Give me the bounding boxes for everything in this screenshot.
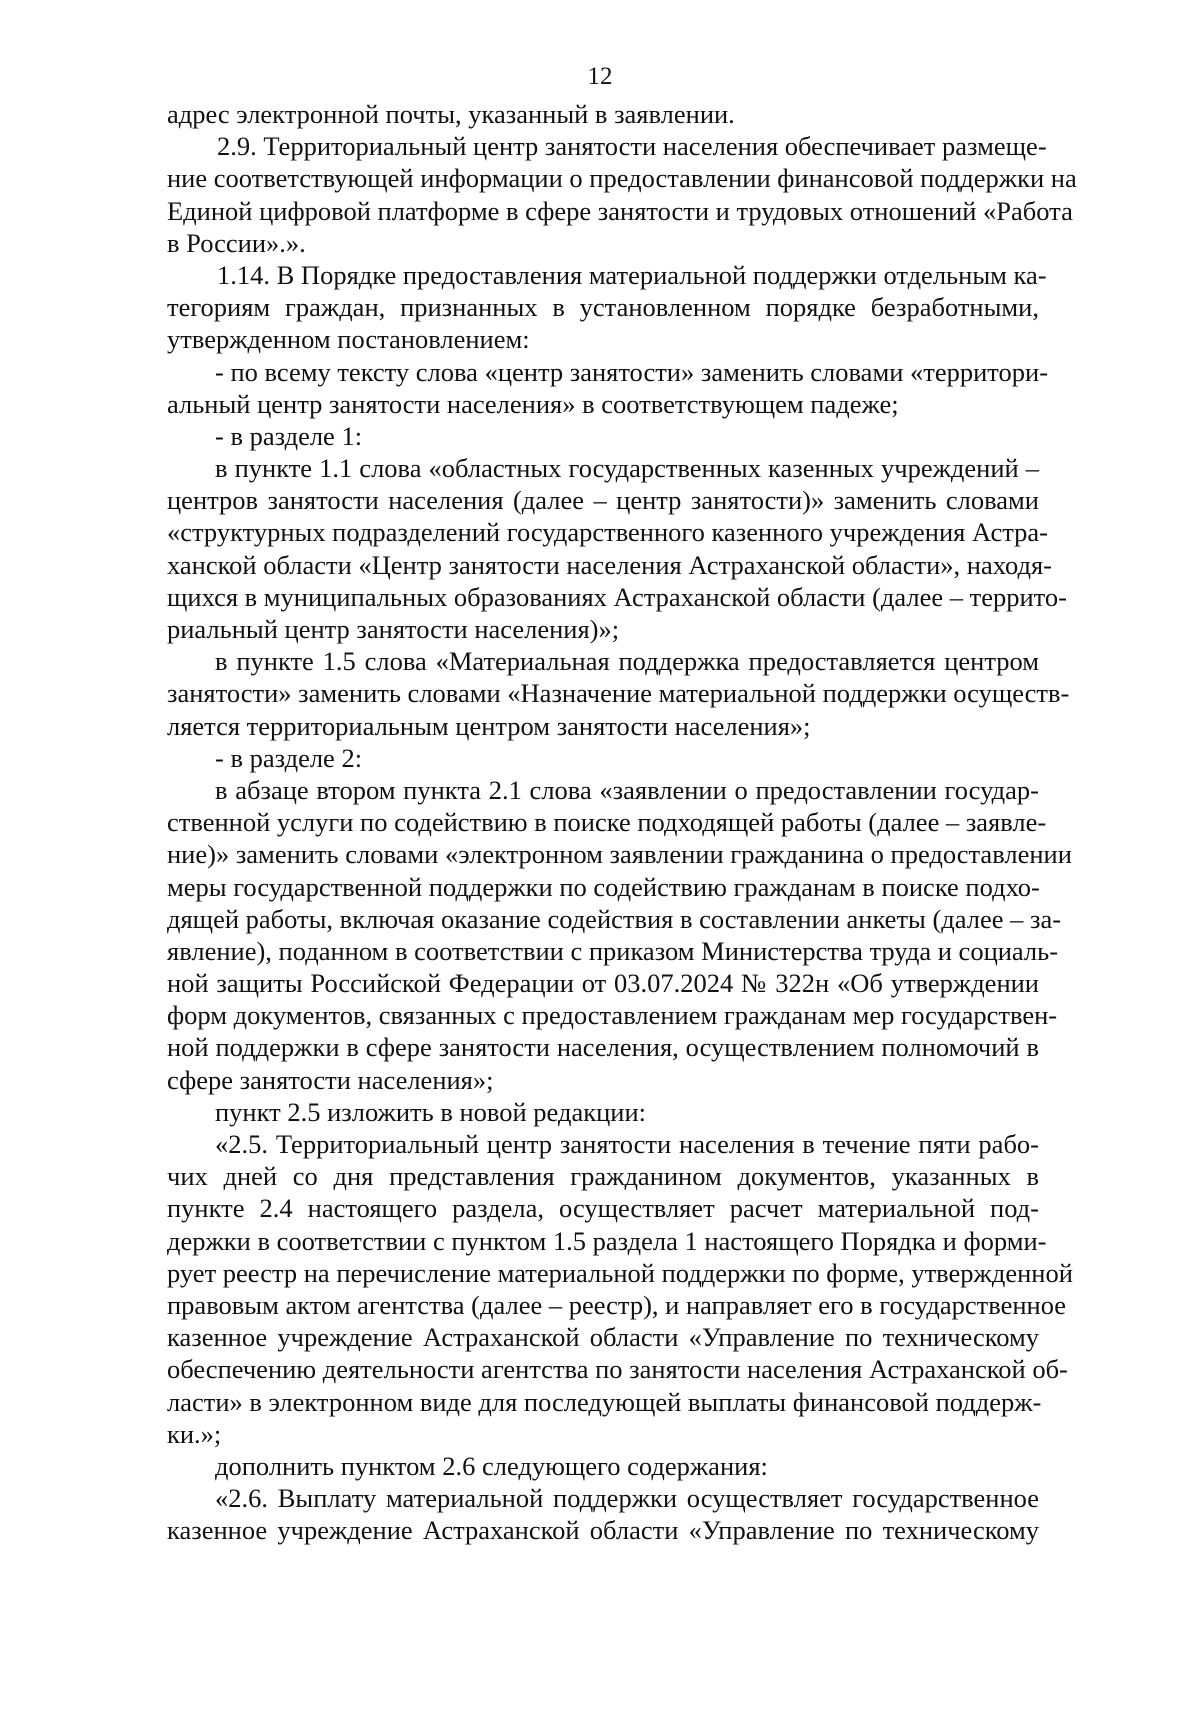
text-line: дополнить пунктом 2.6 следующего содержания: bbox=[215, 1450, 768, 1481]
text-line: казенное учреждение Астраханской области «Управление по техническому bbox=[167, 1515, 1039, 1546]
text-line: ние соответствующей информации о предоставлении финансовой поддержки на bbox=[167, 163, 1077, 194]
text-line: ной поддержки в сфере занятости населения, осуществлением полномочий в bbox=[167, 1032, 1039, 1063]
text-line: сфере занятости населения»; bbox=[167, 1064, 494, 1095]
text-line: ной защиты Российской Федерации от 03.07.2024 № 322н «Об утверждении bbox=[167, 968, 1039, 999]
text-line: пункт 2.5 изложить в новой редакции: bbox=[215, 1096, 646, 1127]
text-line: ханской области «Центр занятости населения Астраханской области», находя- bbox=[167, 549, 1052, 580]
text-line: дящей работы, включая оказание содействия в составлении анкеты (далее – за- bbox=[167, 903, 1062, 934]
text-line: в абзаце втором пункта 2.1 слова «заявлении о предоставлении государ- bbox=[215, 774, 1039, 805]
text-line: держки в соответствии с пунктом 1.5 раздела 1 настоящего Порядка и форми- bbox=[167, 1225, 1047, 1256]
text-line: центров занятости населения (далее – центр занятости)» заменить словами bbox=[167, 485, 1039, 516]
text-line: рует реестр на перечисление материальной поддержки по форме, утвержденной bbox=[167, 1257, 1073, 1288]
text-line: адрес электронной почты, указанный в заявлении. bbox=[167, 99, 735, 129]
page-number: 12 bbox=[587, 63, 613, 90]
text-line: правовым актом агентства (далее – реестр), и направляет его в государственное bbox=[167, 1289, 1067, 1320]
text-line: тегориям граждан, признанных в установленном порядке безработными, bbox=[167, 292, 1039, 323]
text-line: ляется территориальным центром занятости населения»; bbox=[167, 710, 811, 741]
text-line: ние)» заменить словами «электронном заявлении гражданина о предоставлении bbox=[167, 839, 1072, 870]
text-line: щихся в муниципальных образованиях Астраханской области (далее – террито- bbox=[167, 581, 1067, 612]
text-line: Единой цифровой платформе в сфере занятости и трудовых отношений «Работа bbox=[167, 195, 1073, 226]
text-line: занятости» заменить словами «Назначение материальной поддержки осуществ- bbox=[167, 678, 1070, 709]
text-line: пункте 2.4 настоящего раздела, осуществляет расчет материальной под- bbox=[167, 1193, 1039, 1224]
text-line: в пункте 1.5 слова «Материальная поддержка предоставляется центром bbox=[215, 646, 1039, 677]
text-line: «структурных подразделений государственного казенного учреждения Астра- bbox=[167, 517, 1048, 548]
text-line: казенное учреждение Астраханской области «Управление по техническому bbox=[167, 1322, 1039, 1353]
text-line: ласти» в электронном виде для последующей выплаты финансовой поддерж- bbox=[167, 1386, 1042, 1417]
text-line: ственной услуги по содействию в поиске подходящей работы (далее – заявле- bbox=[167, 807, 1047, 838]
text-line: в России».». bbox=[167, 227, 306, 258]
text-line: альный центр занятости населения» в соответствующем падеже; bbox=[167, 388, 899, 419]
text-line: 1.14. В Порядке предоставления материальной поддержки отдельным ка- bbox=[217, 259, 1047, 290]
text-line: чих дней со дня представления гражданином документов, указанных в bbox=[167, 1161, 1039, 1192]
text-line: - в разделе 1: bbox=[215, 420, 363, 451]
text-line: явление), поданном в соответствии с приказом Министерства труда и социаль- bbox=[167, 935, 1059, 966]
text-line: ки.»; bbox=[167, 1418, 222, 1449]
text-line: - по всему тексту слова «центр занятости» заменить словами «территори- bbox=[215, 356, 1049, 387]
text-line: форм документов, связанных с предоставлением гражданам мер государствен- bbox=[167, 1000, 1058, 1031]
text-line: «2.6. Выплату материальной поддержки осуществляет государственное bbox=[215, 1483, 1039, 1514]
text-line: обеспечению деятельности агентства по занятости населения Астраханской об- bbox=[167, 1354, 1068, 1385]
text-line: меры государственной поддержки по содействию гражданам в поиске подхо- bbox=[167, 871, 1040, 902]
text-line: - в разделе 2: bbox=[215, 742, 363, 773]
text-line: 2.9. Территориальный центр занятости населения обеспечивает размеще- bbox=[217, 131, 1047, 162]
text-line: «2.5. Территориальный центр занятости населения в течение пяти рабо- bbox=[215, 1129, 1039, 1159]
text-line: утвержденном постановлением: bbox=[167, 324, 530, 355]
text-line: в пункте 1.1 слова «областных государственных казенных учреждений – bbox=[215, 453, 1039, 484]
document-body bbox=[167, 98, 1077, 1546]
text-line: риальный центр занятости населения)»; bbox=[167, 614, 620, 644]
